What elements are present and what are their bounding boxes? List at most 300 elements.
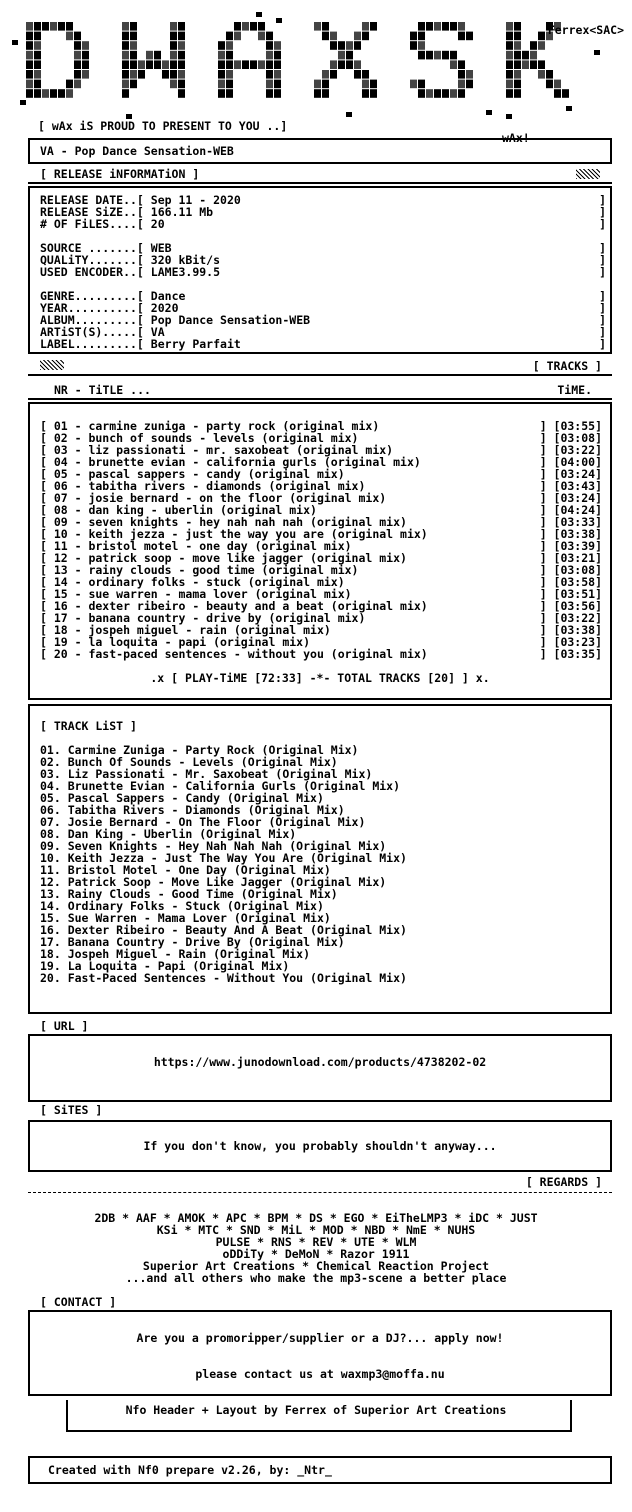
release-info-close: ] [599,253,606,267]
track-title: [ 03 - liz passionati - mr. saxobeat (original mix) [40,443,394,457]
track-time: ] [04:00] [539,455,602,469]
release-info-key: GENRE.........[ [40,289,144,303]
art-credit: Ferrex<SAC> [547,23,624,37]
track-list-item: 15. Sue Warren - Mama Lover (Original Mix) [40,911,331,925]
logo-pixel [458,70,465,79]
track-title: [ 16 - dexter ribeiro - beauty and a beat (original mix) [40,599,428,613]
logo-pixel [434,22,441,31]
track-list-item: 08. Dan King - Uberlin (Original Mix) [40,827,297,841]
logo-pixel [506,41,513,50]
release-info-table [40,194,606,350]
logo-pixel [458,22,465,31]
logo-pixel [538,41,545,50]
logo-pixel [450,51,457,60]
release-info-close: ] [599,265,606,279]
release-info-close: ] [599,193,606,207]
logo-pixel [266,80,273,89]
tracks-box [28,402,612,700]
logo-pixel [522,51,529,60]
logo-pixel [122,22,129,31]
logo-pixel [226,70,233,79]
logo-pixel [26,70,33,79]
logo-pixel [234,22,241,31]
wax-tag: wAx! [502,131,530,145]
regards-line: ...and all others who make the mp3-scene a better place [125,1271,507,1285]
logo-pixel [330,70,337,79]
track-list-item: 13. Rainy Clouds - Good Time (Original Mix) [40,887,338,901]
url-box [28,1034,612,1102]
track-title: [ 10 - keith jezza - just the way you are (original mix) [40,527,428,541]
track-list-item: 05. Pascal Sappers - Candy (Original Mix) [40,791,324,805]
logo-pixel [274,80,281,89]
logo-pixel [514,89,521,98]
logo-pixel [514,32,521,41]
logo-pixel [74,70,81,79]
release-info-close: ] [599,337,606,351]
logo-speck [566,106,572,111]
track-time: ] [03:38] [539,623,602,637]
logo-pixel [258,22,265,31]
release-info-value: 320 kBit/s [150,253,221,267]
track-title: [ 01 - carmine zuniga - party rock (original mix) [40,419,380,433]
logo-pixel [514,70,521,79]
track-time: ] [03:51] [539,587,602,601]
logo-speck [12,40,18,45]
sites-text: If you don't know, you probably shouldn't anyway... [143,1139,497,1153]
wax-ascii-logo [6,10,606,120]
logo-pixel [362,22,369,31]
logo-pixel [450,22,457,31]
track-list-item: 06. Tabitha Rivers - Diamonds (Original Mix) [40,803,345,817]
logo-pixel [170,41,177,50]
logo-speck [486,110,492,115]
track-title: [ 11 - bristol motel - one day (original mix) [40,539,352,553]
contact-heading: [ CONTACT ] [40,1295,117,1309]
logo-pixel [74,80,81,89]
logo-pixel [506,51,513,60]
track-title: [ 13 - rainy clouds - good time (original mix) [40,563,359,577]
logo-pixel [178,70,185,79]
logo-pixel [314,80,321,89]
logo-pixel [538,70,545,79]
logo-pixel [250,60,257,69]
logo-pixel [218,60,225,69]
logo-pixel [530,41,537,50]
logo-pixel [506,89,513,98]
track-title: [ 14 - ordinary folks - stuck (original mix) [40,575,345,589]
contact-line-1: Are you a promoripper/supplier or a DJ?... apply now! [136,1331,504,1345]
logo-pixel [506,60,513,69]
logo-pixel [218,89,225,98]
release-info-key: # OF FiLES....[ [40,217,144,231]
logo-pixel [514,51,521,60]
track-time: ] [03:22] [539,443,602,457]
logo-pixel [234,32,241,41]
logo-pixel [170,60,177,69]
logo-pixel [34,51,41,60]
logo-pixel [82,60,89,69]
logo-pixel [546,70,553,79]
release-info-row [40,266,606,278]
track-time: ] [03:23] [539,635,602,649]
tracks-heading: [ TRACKS ] [532,359,602,373]
logo-speck [346,112,352,117]
track-title: [ 19 - la loquita - papi (original mix) [40,635,311,649]
logo-pixel [274,51,281,60]
track-list-item: 17. Banana Country - Drive By (Original Mix) [40,935,345,949]
logo-pixel [322,70,329,79]
logo-pixel [274,60,281,69]
logo-pixel [162,70,169,79]
release-info-key: ARTiST(S).....[ [40,325,144,339]
logo-pixel [130,60,137,69]
logo-pixel [138,70,145,79]
logo-pixel [418,80,425,89]
logo-pixel [522,60,529,69]
release-info-key: ALBUM.........[ [40,313,144,327]
logo-pixel [34,70,41,79]
logo-pixel [506,32,513,41]
logo-pixel [66,80,73,89]
release-info-key: LABEL.........[ [40,337,144,351]
logo-pixel [82,51,89,60]
release-info-value: Dance [150,289,186,303]
sites-heading: [ SiTES ] [40,1103,103,1117]
logo-pixel [122,60,129,69]
logo-pixel [426,89,433,98]
logo-pixel [258,60,265,69]
logo-pixel [362,70,369,79]
track-title: [ 02 - bunch of sounds - levels (original mix) [40,431,359,445]
logo-pixel [274,89,281,98]
logo-pixel [458,89,465,98]
logo-pixel [34,60,41,69]
logo-pixel [530,60,537,69]
logo-pixel [122,80,129,89]
hatch-pattern [576,169,600,179]
logo-pixel [42,89,49,98]
release-info-key: SOURCE .......[ [40,241,144,255]
logo-pixel [314,89,321,98]
track-time: ] [03:55] [539,419,602,433]
logo-pixel [354,70,361,79]
logo-speck [594,50,600,55]
logo-pixel [178,80,185,89]
track-title: [ 12 - patrick soop - move like jagger (original mix) [40,551,407,565]
logo-pixel [122,89,129,98]
logo-pixel [458,60,465,69]
release-info-value: 20 [150,217,165,231]
track-time: ] [03:24] [539,467,602,481]
logo-pixel [34,22,41,31]
track-list-item: 10. Keith Jezza - Just The Way You Are (Original Mix) [40,851,407,865]
divider [28,182,612,184]
logo-pixel [74,51,81,60]
logo-pixel [26,51,33,60]
logo-pixel [346,41,353,50]
logo-pixel [426,22,433,31]
release-info-close: ] [599,313,606,327]
release-info-close: ] [599,241,606,255]
divider [28,1192,612,1193]
release-info-row [40,218,606,230]
logo-pixel [26,80,33,89]
contact-line-2[interactable]: please contact us at waxmp3@moffa.nu [195,1367,445,1381]
logo-pixel [66,32,73,41]
release-name: VA - Pop Dance Sensation-WEB [40,144,234,158]
logo-pixel [458,80,465,89]
logo-pixel [354,60,361,69]
divider [28,398,612,400]
logo-pixel [250,22,257,31]
track-time: ] [03:38] [539,527,602,541]
created-with-box [28,1456,612,1484]
logo-pixel [322,89,329,98]
logo-pixel [218,70,225,79]
logo-pixel [330,32,337,41]
logo-pixel [26,32,33,41]
logo-pixel [26,41,33,50]
logo-pixel [562,89,569,98]
logo-pixel [450,89,457,98]
regards-line: KSi * MTC * SND * MiL * MOD * NBD * NmE * NUHS [156,1223,476,1237]
logo-pixel [34,32,41,41]
release-info-heading: [ RELEASE iNFORMATiON ] [40,167,200,181]
logo-pixel [354,32,361,41]
logo-pixel [74,60,81,69]
logo-pixel [554,89,561,98]
sites-box [28,1120,612,1172]
logo-pixel [226,60,233,69]
logo-pixel [330,41,337,50]
logo-pixel [162,60,169,69]
release-info-key: YEAR..........[ [40,301,144,315]
logo-pixel [122,41,129,50]
logo-pixel [130,70,137,79]
logo-pixel [266,32,273,41]
logo-pixel [170,80,177,89]
track-list-item: 19. La Loquita - Papi (Original Mix) [40,959,290,973]
release-info-box [28,186,612,354]
release-info-close: ] [599,301,606,315]
release-info-value: 166.11 Mb [150,205,214,219]
logo-pixel [154,60,161,69]
divider [28,374,612,376]
logo-pixel [338,60,345,69]
logo-pixel [170,32,177,41]
track-list-item: 11. Bristol Motel - One Day (Original Mix) [40,863,331,877]
logo-pixel [418,89,425,98]
logo-pixel [226,51,233,60]
divider [66,1430,572,1432]
logo-pixel [442,89,449,98]
logo-pixel [170,22,177,31]
release-info-close: ] [599,289,606,303]
logo-pixel [130,32,137,41]
logo-pixel [26,89,33,98]
logo-pixel [266,89,273,98]
logo-pixel [258,32,265,41]
release-name-box [28,138,612,164]
logo-pixel [178,51,185,60]
logo-pixel [418,51,425,60]
logo-pixel [122,32,129,41]
release-info-value: VA [150,325,165,339]
logo-pixel [178,22,185,31]
logo-pixel [42,22,49,31]
track-title: [ 18 - jospeh miguel - rain (original mix) [40,623,331,637]
logo-pixel [154,51,161,60]
logo-pixel [346,51,353,60]
logo-pixel [338,41,345,50]
logo-pixel [410,80,417,89]
logo-pixel [426,51,433,60]
logo-pixel [506,22,513,31]
release-info-key: QUALiTY.......[ [40,253,144,267]
logo-pixel [130,51,137,60]
logo-speck [20,100,26,105]
logo-pixel [218,80,225,89]
track-list-item: 12. Patrick Soop - Move Like Jagger (Original Mix) [40,875,387,889]
release-info-value: 2020 [150,301,179,315]
logo-pixel [266,41,273,50]
logo-pixel [546,80,553,89]
logo-pixel [434,51,441,60]
logo-pixel [266,60,273,69]
logo-pixel [362,32,369,41]
tracks-summary: .x [ PLAY-TiME [72:33] -*- TOTAL TRACKS [20] ] x. [150,671,490,685]
track-time: ] [03:58] [539,575,602,589]
logo-pixel [346,60,353,69]
logo-pixel [226,89,233,98]
logo-pixel [178,60,185,69]
contact-box [28,1310,612,1396]
track-row [40,648,602,660]
logo-pixel [410,41,417,50]
logo-pixel [370,80,377,89]
logo-pixel [66,22,73,31]
track-title: [ 04 - brunette evian - california gurls (original mix) [40,455,421,469]
logo-pixel [418,41,425,50]
logo-speck [256,12,262,17]
logo-pixel [410,32,417,41]
track-time: ] [03:22] [539,611,602,625]
logo-pixel [362,80,369,89]
logo-pixel [274,41,281,50]
release-info-value: Berry Parfait [150,337,241,351]
track-list-item: 09. Seven Knights - Hey Nah Nah Nah (Original Mix) [40,839,387,853]
logo-pixel [178,89,185,98]
logo-pixel [26,60,33,69]
release-info-value: LAME3.99.5 [150,265,221,279]
logo-pixel [170,70,177,79]
logo-pixel [34,80,41,89]
url-heading: [ URL ] [40,1019,89,1033]
track-title: [ 20 - fast-paced sentences - without you (original mix) [40,647,428,661]
logo-pixel [50,22,57,31]
logo-pixel [34,41,41,50]
logo-pixel [514,60,521,69]
logo-pixel [58,22,65,31]
logo-pixel [370,22,377,31]
logo-pixel [514,22,521,31]
layout-credit: Nfo Header + Layout by Ferrex of Superior Art Creations [125,1403,507,1417]
release-info-close: ] [599,325,606,339]
logo-pixel [170,51,177,60]
logo-pixel [122,70,129,79]
logo-pixel [418,32,425,41]
logo-pixel [338,51,345,60]
logo-pixel [234,60,241,69]
track-list-item: 14. Ordinary Folks - Stuck (Original Mix) [40,899,324,913]
logo-pixel [122,51,129,60]
logo-pixel [506,70,513,79]
logo-pixel [146,51,153,60]
logo-pixel [146,60,153,69]
release-info-row [40,338,606,350]
logo-pixel [82,70,89,79]
logo-pixel [218,41,225,50]
logo-pixel [322,80,329,89]
logo-pixel [554,80,561,89]
created-with: Created with Nf0 prepare v2.26, by: _Ntr_ [48,1463,332,1477]
tracks-table [40,420,602,660]
logo-pixel [226,41,233,50]
track-list-item: 18. Jospeh Miguel - Rain (Original Mix) [40,947,311,961]
logo-pixel [434,89,441,98]
track-time: ] [03:08] [539,431,602,445]
logo-pixel [130,22,137,31]
logo-speck [276,18,282,23]
logo-pixel [218,51,225,60]
logo-pixel [514,80,521,89]
logo-pixel [514,41,521,50]
col-nr-title: NR - TiTLE ... [54,383,151,397]
release-info-close: ] [599,205,606,219]
logo-pixel [178,32,185,41]
logo-pixel [442,22,449,31]
track-list-item: 20. Fast-Paced Sentences - Without You (Original Mix) [40,971,407,985]
logo-pixel [74,41,81,50]
track-title: [ 06 - tabitha rivers - diamonds (original mix) [40,479,366,493]
track-time: ] [03:24] [539,491,602,505]
logo-pixel [226,80,233,89]
release-info-key: RELEASE SiZE..[ [40,205,144,219]
track-time: ] [04:24] [539,503,602,517]
track-time: ] [03:43] [539,479,602,493]
logo-pixel [418,22,425,31]
logo-pixel [242,60,249,69]
regards-heading: [ REGARDS ] [525,1175,602,1189]
col-time: TiME. [557,383,592,397]
logo-pixel [178,41,185,50]
track-time: ] [03:08] [539,563,602,577]
logo-pixel [362,89,369,98]
track-list-item: 03. Liz Passionati - Mr. Saxobeat (Original Mix) [40,767,373,781]
track-list-item: 16. Dexter Ribeiro - Beauty And A Beat (Original Mix) [40,923,407,937]
release-info-key: USED ENCODER..[ [40,265,144,279]
logo-pixel [450,60,457,69]
regards-list [0,1212,632,1284]
track-time: ] [03:56] [539,599,602,613]
logo-pixel [266,51,273,60]
logo-pixel [226,32,233,41]
track-list-item: 01. Carmine Zuniga - Party Rock (Original Mix) [40,743,359,757]
release-info-value: Sep 11 - 2020 [150,193,241,207]
logo-pixel [50,89,57,98]
url-link[interactable]: https://www.junodownload.com/products/4738202-02 [153,1055,487,1069]
logo-pixel [330,60,337,69]
